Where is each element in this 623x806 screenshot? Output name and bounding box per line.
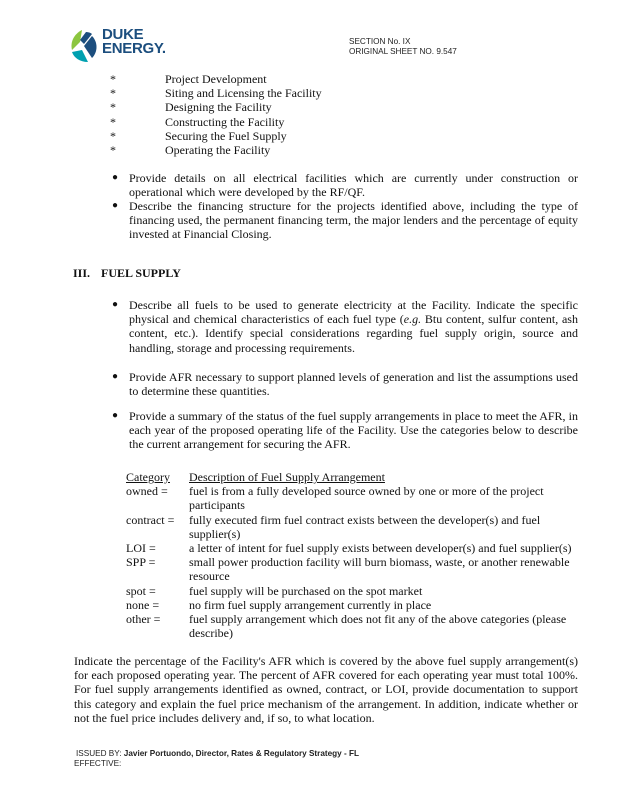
asterisk-bullet: * (110, 86, 116, 101)
effective-label: EFFECTIVE: (74, 759, 122, 768)
fuel-supply-category-table (126, 470, 584, 640)
table-row (126, 598, 584, 612)
category-cell: SPP = (126, 555, 156, 570)
bullet-text-part: Btu content, sulfur content, ash content, etc.). Identify special considerations regarding fuel supply origin, source and handling, storage and processing requirements. (129, 312, 578, 355)
column-header-category: Category (126, 470, 170, 484)
asterisk-bullet: * (110, 100, 116, 115)
bullet-provide-afr (112, 370, 578, 399)
asterisk-bullet: * (110, 142, 116, 157)
table-row (126, 484, 584, 512)
issued-by-label: ISSUED BY: (76, 749, 122, 758)
bullet-electrical-facilities (112, 171, 578, 200)
sheet-number: ORIGINAL SHEET NO. 9.547 (349, 47, 457, 56)
list-item (110, 129, 410, 143)
issued-by-value: Javier Portuondo, Director, Rates & Regulatory Strategy - FL (123, 749, 360, 758)
category-cell: LOI = (126, 541, 156, 556)
bullet-text: Provide a summary of the status of the fuel supply arrangements in place to meet the AFR, in each year of the proposed operating life of the Facility. Use the categories below to describe the current arrangement for securing the AFR. (129, 409, 578, 452)
logo-wordmark (102, 28, 166, 56)
issued-by-line (76, 749, 359, 759)
section-heading-title: FUEL SUPPLY (101, 266, 181, 280)
bullet-text: Provide details on all electrical facilities which are currently under construction or operational which were developed by the RF/QF. (129, 171, 578, 200)
list-item (110, 100, 410, 114)
list-item-text: Designing the Facility (165, 100, 272, 115)
bullet-dot-icon: ● (112, 200, 119, 211)
description-cell: a letter of intent for fuel supply exists between developer(s) and fuel supplier(s) (189, 541, 572, 556)
bullet-describe-fuels (112, 298, 578, 355)
effective-line (74, 759, 359, 769)
logo-line1: DUKE (102, 26, 144, 43)
description-cell: fuel supply will be purchased on the spot market (189, 583, 423, 598)
logo-line2: ENERGY. (102, 40, 166, 57)
category-cell: owned = (126, 484, 168, 499)
table-row (126, 612, 584, 640)
bullet-fuel-summary (112, 409, 578, 452)
column-header-description: Description of Fuel Supply Arrangement (189, 470, 385, 484)
section-number: SECTION No. IX (349, 37, 411, 46)
bullet-text: Describe the financing structure for the projects identified above, including the type of financing used, the permanent financing term, the major lenders and the percentage of equity invested at Financial Closing. (129, 199, 578, 242)
table-row (126, 555, 584, 583)
description-cell: small power production facility will burn biomass, waste, or another renewable resource (189, 555, 570, 584)
bullet-dot-icon: ● (112, 172, 119, 183)
description-cell: fuel is from a fully developed source owned by one or more of the project participants (189, 484, 544, 513)
bullet-dot-icon: ● (112, 410, 119, 421)
table-row (126, 513, 584, 541)
category-cell: other = (126, 612, 161, 627)
bullet-dot-icon: ● (112, 371, 119, 382)
section-heading (73, 266, 181, 281)
page-footer (76, 749, 359, 769)
project-steps-list (110, 72, 410, 157)
table-header-row (126, 470, 584, 484)
bullet-text-eg: e.g. (403, 312, 422, 327)
asterisk-bullet: * (110, 72, 116, 86)
sheet-header (349, 37, 457, 57)
description-cell: no firm fuel supply arrangement currently in place (189, 597, 432, 612)
table-row (126, 584, 584, 598)
list-item-text: Project Development (165, 72, 267, 86)
category-cell: contract = (126, 512, 175, 527)
bullet-dot-icon: ● (112, 299, 119, 310)
bullet-text: Provide AFR necessary to support planned levels of generation and list the assumptions used to determine these quantities. (129, 370, 578, 399)
table-row (126, 541, 584, 555)
duke-energy-logo (68, 26, 188, 66)
list-item (110, 143, 410, 157)
closing-paragraph: Indicate the percentage of the Facility's AFR which is covered by the above fuel supply arrangement(s) for each proposed operating year. The percent of AFR covered for each operating year must total 100%. For fuel supply arrangements identified as owned, contract, or LOI, provide documentation to support this category and explain the fuel price mechanism of the arrangement. In addition, indicate whether or not the fuel price includes delivery and, if so, to what location. (74, 654, 578, 725)
description-cell: fully executed firm fuel contract exists between the developer(s) and fuel supplier(s) (189, 512, 541, 541)
list-item-text: Securing the Fuel Supply (165, 128, 287, 143)
bullet-financing-structure (112, 199, 578, 242)
list-item (110, 86, 410, 100)
asterisk-bullet: * (110, 128, 116, 143)
list-item-text: Siting and Licensing the Facility (165, 86, 322, 101)
list-item-text: Constructing the Facility (165, 114, 285, 129)
list-item-text: Operating the Facility (165, 142, 271, 157)
section-heading-number: III. (73, 266, 91, 280)
description-cell: fuel supply arrangement which does not fit any of the above categories (please describe) (189, 612, 567, 641)
category-cell: spot = (126, 583, 156, 598)
duke-energy-logo-mark (68, 28, 102, 64)
asterisk-bullet: * (110, 114, 116, 129)
list-item (110, 72, 410, 86)
list-item (110, 115, 410, 129)
category-cell: none = (126, 597, 160, 612)
bullet-text-part: Describe all fuels to be used to generate electricity at the Facility. Indicate the specific physical and chemical characteristics of each fuel type ( (129, 298, 578, 327)
